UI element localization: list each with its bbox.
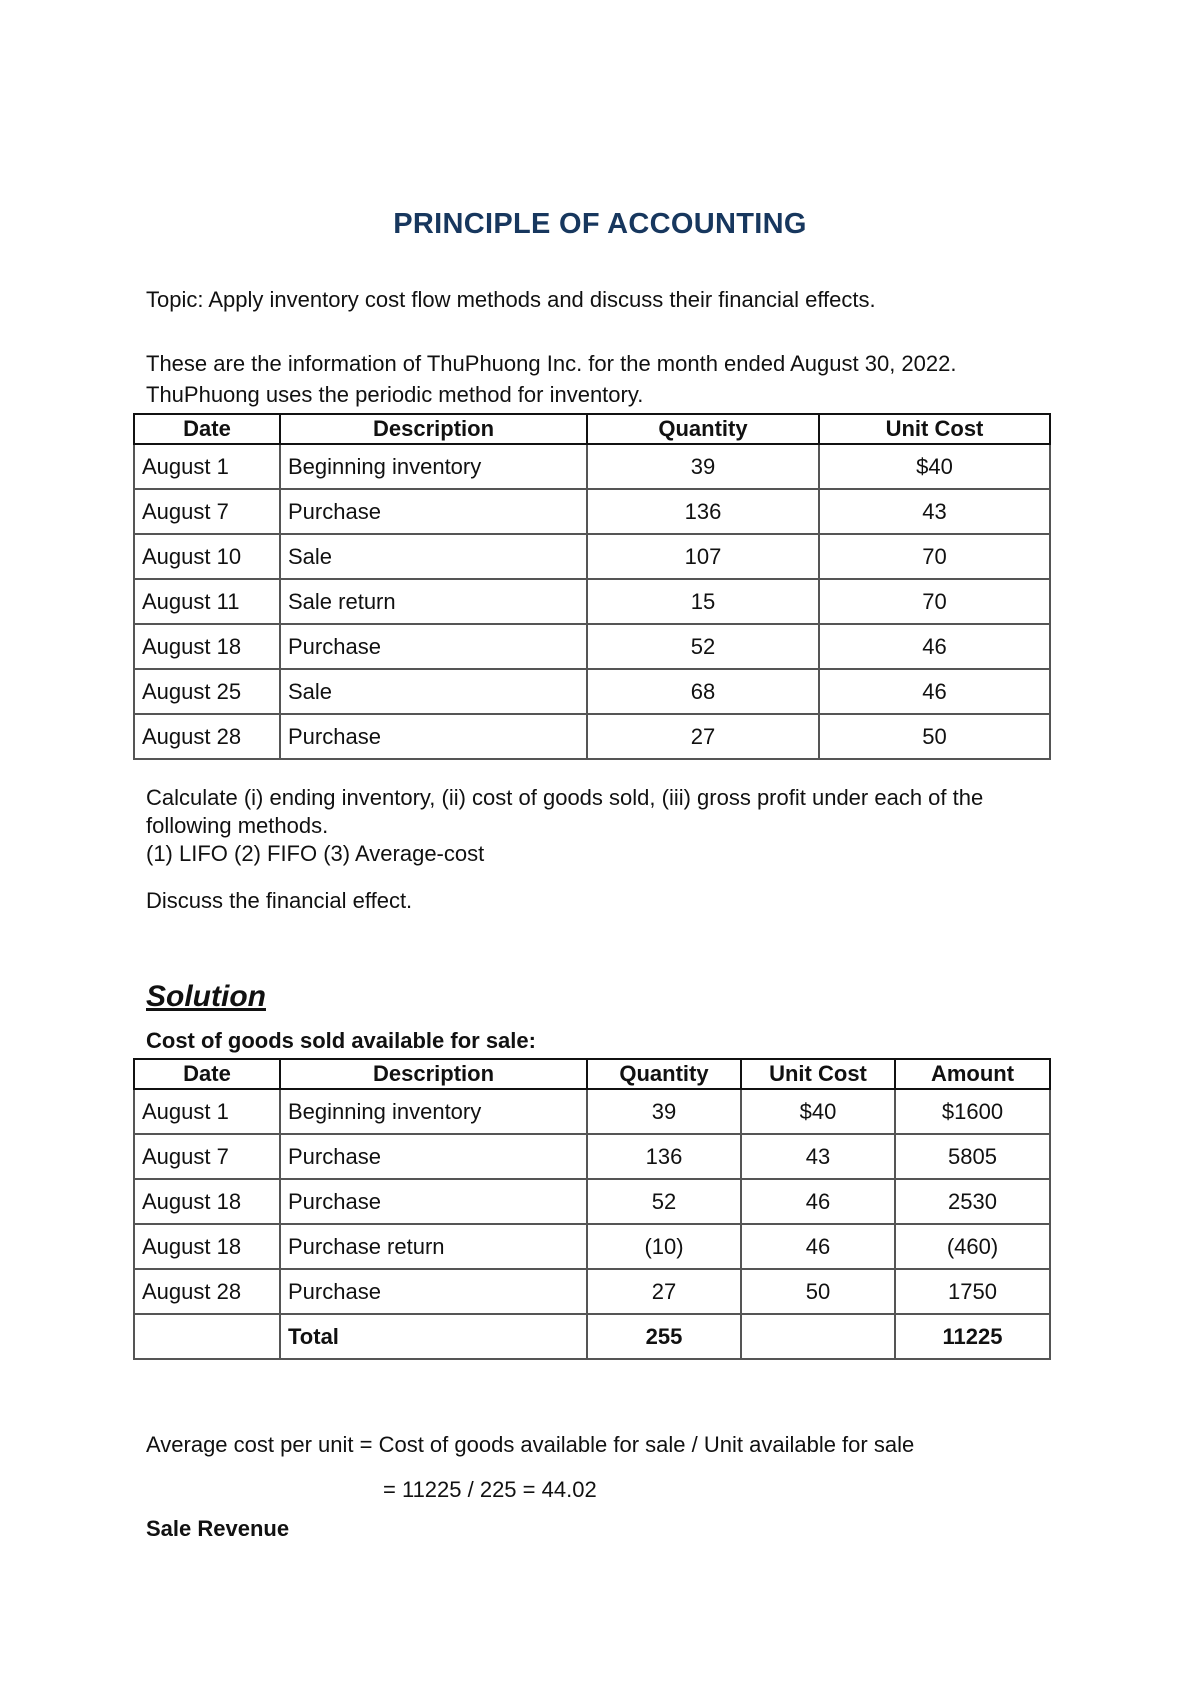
cogs-table: [133, 1058, 1051, 1360]
cell-description: Sale return: [280, 579, 587, 624]
cell-description: Purchase: [280, 624, 587, 669]
table-row: [134, 1179, 1050, 1224]
cell-date: August 11: [134, 579, 280, 624]
cell-unit-cost: 50: [819, 714, 1050, 759]
cell-date: August 10: [134, 534, 280, 579]
cell-quantity: 107: [587, 534, 819, 579]
table-row: [134, 714, 1050, 759]
cell-date: August 7: [134, 489, 280, 534]
total-quantity: 255: [587, 1314, 741, 1359]
inventory-table: [133, 413, 1051, 760]
header-quantity: Quantity: [587, 414, 819, 444]
cell-quantity: (10): [587, 1224, 741, 1269]
cell-date: August 28: [134, 714, 280, 759]
cell-quantity: 136: [587, 1134, 741, 1179]
cell-unit-cost: 46: [741, 1224, 895, 1269]
cell-quantity: 52: [587, 1179, 741, 1224]
cell-date: August 18: [134, 1224, 280, 1269]
cell-date: August 18: [134, 624, 280, 669]
total-label: Total: [280, 1314, 587, 1359]
cell-description: Sale: [280, 669, 587, 714]
cell-unit-cost: 43: [819, 489, 1050, 534]
cell-quantity: 27: [587, 714, 819, 759]
cell-quantity: 39: [587, 1089, 741, 1134]
cell-quantity: 52: [587, 624, 819, 669]
cell-quantity: 136: [587, 489, 819, 534]
table-row: [134, 534, 1050, 579]
header-amount: Amount: [895, 1059, 1050, 1089]
cell-description: Purchase: [280, 714, 587, 759]
cell-unit-cost: 50: [741, 1269, 895, 1314]
average-cost-result: = 11225 / 225 = 44.02: [383, 1477, 597, 1502]
cell-description: Purchase return: [280, 1224, 587, 1269]
cell-unit-cost: 43: [741, 1134, 895, 1179]
cell-quantity: 68: [587, 669, 819, 714]
cell-description: Purchase: [280, 1269, 587, 1314]
cell-quantity: 15: [587, 579, 819, 624]
cell-date: August 28: [134, 1269, 280, 1314]
cogs-heading: Cost of goods sold available for sale:: [146, 1028, 536, 1053]
table-row: [134, 444, 1050, 489]
cell-unit-cost: 46: [819, 669, 1050, 714]
cell-description: Purchase: [280, 1179, 587, 1224]
cell-amount: 2530: [895, 1179, 1050, 1224]
cell-description: Beginning inventory: [280, 1089, 587, 1134]
question-text: Calculate (i) ending inventory, (ii) cost of goods sold, (iii) gross profit under each of the following methods.: [146, 785, 984, 838]
cell-description: Sale: [280, 534, 587, 579]
table-row: [134, 1089, 1050, 1134]
total-unit-cost: [741, 1314, 895, 1359]
table-row: [134, 669, 1050, 714]
cogs-table-header: [134, 1059, 1050, 1089]
header-description: Description: [280, 1059, 587, 1089]
header-quantity: Quantity: [587, 1059, 741, 1089]
cell-unit-cost: 46: [819, 624, 1050, 669]
cell-amount: $1600: [895, 1089, 1050, 1134]
cell-date: August 1: [134, 1089, 280, 1134]
cell-date: August 25: [134, 669, 280, 714]
methods-text: (1) LIFO (2) FIFO (3) Average-cost: [146, 841, 485, 866]
inventory-table-header: [134, 414, 1050, 444]
cell-unit-cost: 46: [741, 1179, 895, 1224]
header-unit-cost: Unit Cost: [741, 1059, 895, 1089]
header-description: Description: [280, 414, 587, 444]
cell-description: Beginning inventory: [280, 444, 587, 489]
cell-unit-cost: 70: [819, 579, 1050, 624]
table-row: [134, 1224, 1050, 1269]
cell-date: August 7: [134, 1134, 280, 1179]
cell-description: Purchase: [280, 489, 587, 534]
average-cost-formula: Average cost per unit = Cost of goods available for sale / Unit available for sale: [146, 1432, 915, 1457]
cell-date: [134, 1314, 280, 1359]
table-row: [134, 1134, 1050, 1179]
total-row: [134, 1314, 1050, 1359]
cell-date: August 1: [134, 444, 280, 489]
header-unit-cost: Unit Cost: [819, 414, 1050, 444]
topic-text: Topic: Apply inventory cost flow methods and discuss their financial effects.: [146, 287, 876, 312]
header-date: Date: [134, 414, 280, 444]
info-line-1: These are the information of ThuPhuong Inc. for the month ended August 30, 2022.: [146, 351, 957, 376]
cell-description: Purchase: [280, 1134, 587, 1179]
cell-amount: 5805: [895, 1134, 1050, 1179]
solution-heading: Solution: [146, 980, 266, 1013]
cell-unit-cost: 70: [819, 534, 1050, 579]
cell-unit-cost: $40: [741, 1089, 895, 1134]
cell-amount: (460): [895, 1224, 1050, 1269]
table-row: [134, 1269, 1050, 1314]
cell-amount: 1750: [895, 1269, 1050, 1314]
table-row: [134, 489, 1050, 534]
cell-unit-cost: $40: [819, 444, 1050, 489]
table-row: [134, 624, 1050, 669]
total-amount: 11225: [895, 1314, 1050, 1359]
cell-quantity: 39: [587, 444, 819, 489]
sale-revenue-heading: Sale Revenue: [146, 1516, 290, 1541]
info-line-2: ThuPhuong uses the periodic method for inventory.: [146, 382, 644, 407]
header-date: Date: [134, 1059, 280, 1089]
cell-date: August 18: [134, 1179, 280, 1224]
table-row: [134, 579, 1050, 624]
page-title: PRINCIPLE OF ACCOUNTING: [393, 208, 807, 240]
discuss-text: Discuss the financial effect.: [146, 888, 413, 913]
cell-quantity: 27: [587, 1269, 741, 1314]
